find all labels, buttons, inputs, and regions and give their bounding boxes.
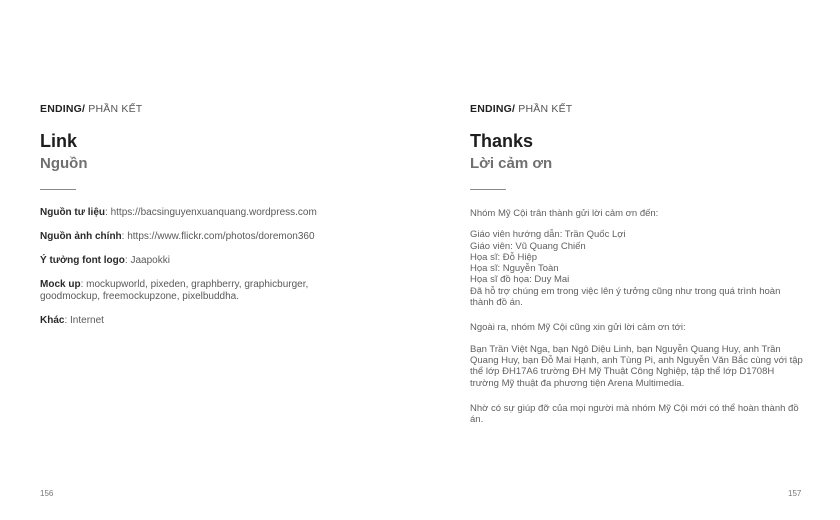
source-key: Nguồn ảnh chính: [40, 231, 122, 242]
divider: [40, 189, 76, 190]
source-value: : Internet: [64, 315, 104, 326]
page-number: 157: [788, 489, 802, 498]
thanks-content: [470, 208, 805, 435]
source-value: : https://www.flickr.com/photos/doremon360: [121, 231, 315, 242]
page-subtitle: Nguồn: [40, 155, 88, 172]
source-item-mockup: [40, 279, 370, 303]
also-thanks-intro: Ngoài ra, nhóm Mỹ Cội cũng xin gửi lời cảm ơn tới:: [470, 322, 686, 334]
divider: [470, 189, 506, 190]
source-item-images: [40, 231, 370, 243]
page-title: Thanks: [470, 131, 534, 151]
page-number: 156: [40, 489, 54, 498]
credit-line: Đã hỗ trợ chúng em trong việc lên ý tưởng cũng như trong quá trình hoàn thành đồ án.: [470, 285, 781, 309]
credit-line: Giáo viên hướng dẫn: Trần Quốc Lợi: [470, 229, 626, 241]
section-label-light: PHẦN KẾT: [515, 103, 573, 115]
section-label-light: PHẦN KẾT: [85, 103, 143, 115]
source-value: : mockupworld, pixeden, graphberry, graphicburger, goodmockup, freemockupzone, pixelbuddha.: [40, 279, 309, 302]
source-item-documents: [40, 207, 370, 219]
source-key: Ý tưởng font logo: [40, 255, 125, 266]
source-key: Mock up: [40, 279, 81, 290]
page-title: Link: [40, 131, 78, 151]
section-label-strong: ENDING/: [470, 103, 516, 115]
credit-line: Giáo viên: Vũ Quang Chiến: [470, 240, 586, 252]
closing-paragraph: Nhờ có sự giúp đỡ của mọi người mà nhóm Mỹ Cội mới có thể hoàn thành đồ án.: [470, 402, 799, 426]
source-key: Nguồn tư liệu: [40, 207, 106, 218]
credits-list: [470, 229, 805, 308]
credit-line: Họa sĩ: Đỗ Hiệp: [470, 251, 538, 263]
source-value: : https://bacsinguyenxuanquang.wordpress.com: [105, 207, 317, 218]
credit-line: Họa sĩ đồ họa: Duy Mai: [470, 274, 570, 286]
section-label-strong: ENDING/: [40, 103, 86, 115]
source-value: : Jaapokki: [124, 255, 170, 266]
sources-list: [40, 207, 370, 339]
source-item-font: [40, 255, 370, 267]
credit-line: Họa sĩ: Nguyễn Toàn: [470, 263, 559, 275]
section-label: [40, 103, 142, 115]
source-item-other: [40, 315, 370, 327]
page-subtitle: Lời cảm ơn: [470, 155, 553, 172]
thanks-intro: Nhóm Mỹ Cội trân thành gửi lời cảm ơn đến:: [470, 208, 659, 219]
also-thanks-body: Bạn Trần Việt Nga, bạn Ngô Diệu Linh, bạn Nguyễn Quang Huy, anh Trần Quang Huy, bạn Đỗ Mai Hạnh, anh Tùng Pi, anh Nguyễn Văn Bắc cùng với tập thể lớp ĐH17A6 trường ĐH Mỹ Thuật Công Nghiệp, tập thể lớp D1708H trường Mỹ thuật đa phương tiện Arena Multimedia.: [470, 343, 803, 389]
source-key: Khác: [40, 315, 65, 326]
section-label: [470, 103, 572, 115]
